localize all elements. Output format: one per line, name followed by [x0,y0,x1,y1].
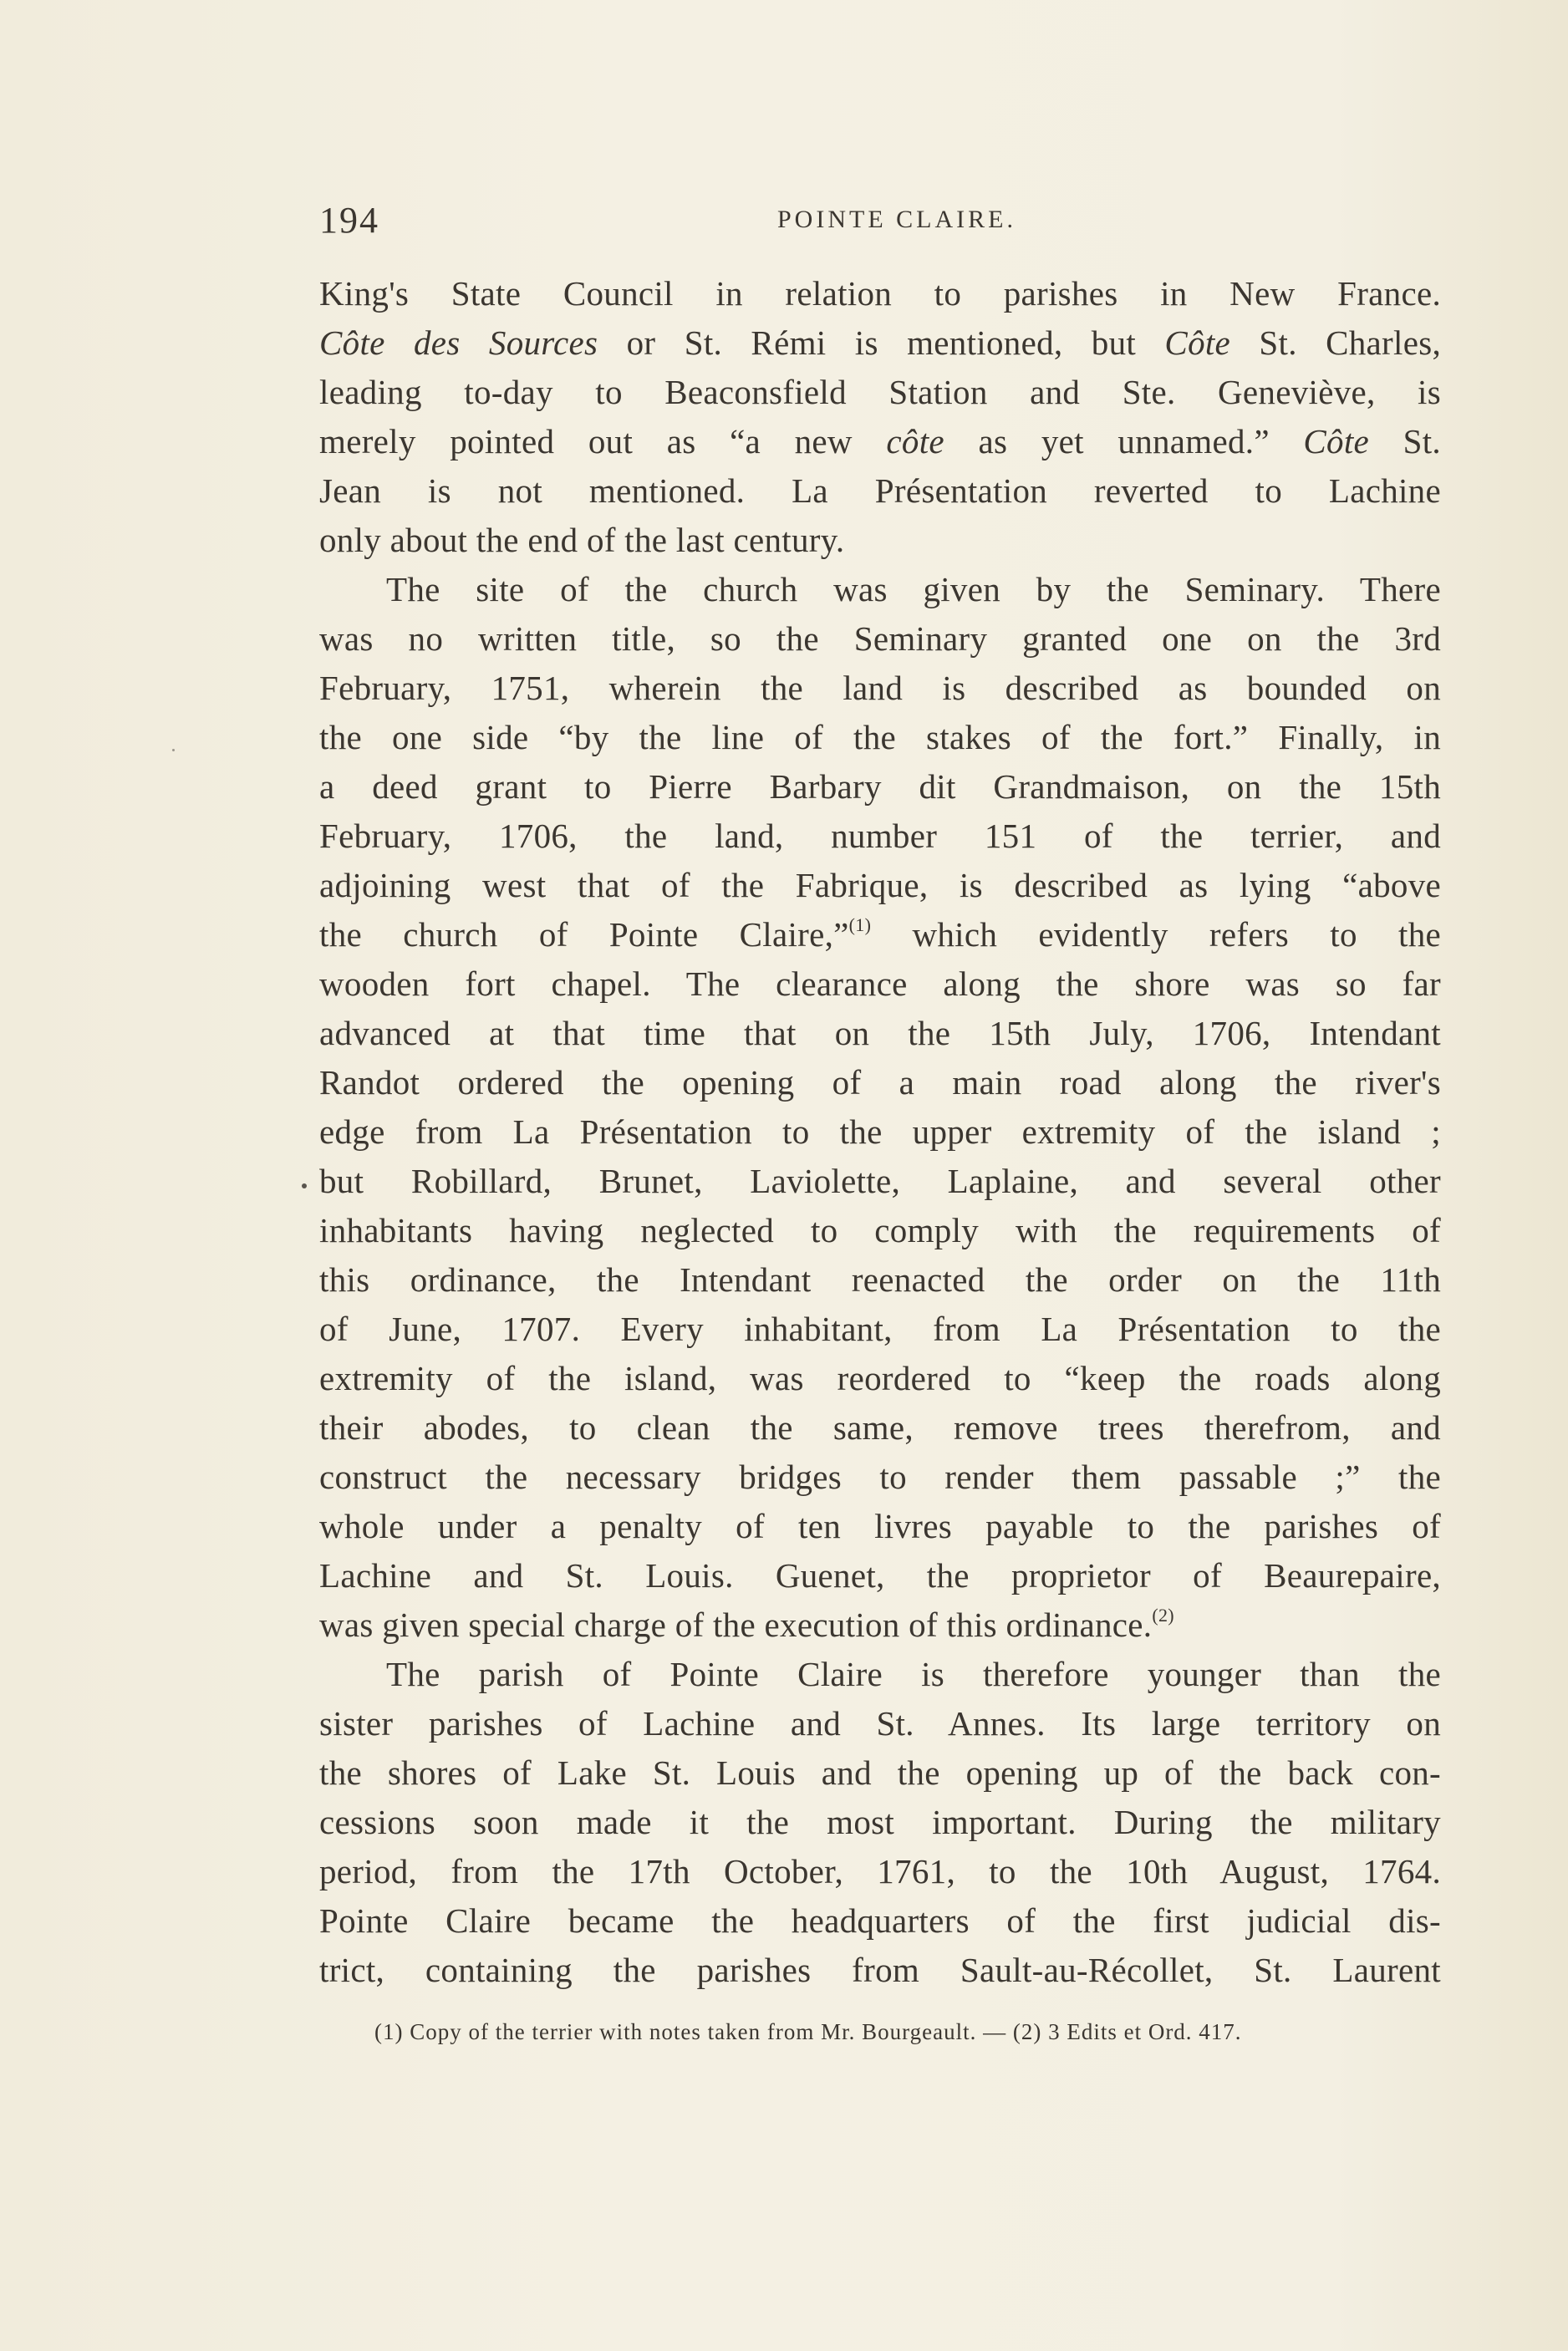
text-line [319,1453,1441,1502]
text-line [319,466,1441,516]
text-segment: inhabitants having neglected to comply with the requirements of [319,1211,1441,1249]
text-segment: the church of Pointe Claire,” [319,915,849,954]
text-line [319,1009,1441,1058]
text-segment: was given special charge of the execution of this ordinance. [319,1605,1153,1644]
text-line [319,959,1441,1009]
text-segment: wooden fort chapel. The clearance along the shore was so far [319,964,1441,1003]
text-segment: which evidently refers to the [871,915,1441,954]
text-line [319,368,1441,417]
text-segment: The parish of Pointe Claire is therefore younger than the [386,1655,1441,1693]
text-line [319,1157,1441,1206]
text-segment: edge from La Présentation to the upper extremity of the island ; [319,1112,1441,1151]
running-head [319,199,1441,249]
text-line [319,417,1441,466]
body-text [319,269,1441,1995]
text-line [319,1305,1441,1354]
text-segment: leading to-day to Beaconsfield Station and Ste. Geneviève, is [319,373,1441,411]
text-segment: was no written title, so the Seminary granted one on the 3rd [319,619,1441,658]
text-line [319,1600,1441,1650]
text-segment: trict, containing the parishes from Sault-au-Récollet, St. Laurent [319,1951,1441,1989]
text-line [319,318,1441,368]
footnote-ref: (2) [1152,1605,1174,1626]
text-segment: of June, 1707. Every inhabitant, from La Présentation to the [319,1310,1441,1348]
text-line [319,812,1441,861]
text-segment: whole under a penalty of ten livres payable to the parishes of [319,1507,1441,1545]
text-segment: advanced at that time that on the 15th July, 1706, Intendant [319,1014,1441,1052]
text-line [319,1946,1441,1995]
text-segment: their abodes, to clean the same, remove trees therefrom, and [319,1408,1441,1447]
text-line [319,614,1441,664]
text-line [319,1551,1441,1600]
text-segment: the one side “by the line of the stakes of the fort.” Finally, in [319,718,1441,756]
text-segment: cessions soon made it the most important. During the military [319,1803,1441,1841]
text-line [319,1650,1441,1699]
text-line [319,1748,1441,1798]
text-line [319,1354,1441,1403]
text-line [319,762,1441,812]
italic-text: Côte des Sources [319,323,598,362]
text-segment: Pointe Claire became the headquarters of the first judicial dis- [319,1901,1441,1940]
text-segment: extremity of the island, was reordered to “keep the roads along [319,1359,1441,1397]
text-line [319,1847,1441,1896]
running-title: POINTE CLAIRE. [777,206,1016,233]
text-segment: merely pointed out as “a new [319,422,887,461]
text-line [319,269,1441,318]
footnote-ref: (1) [848,914,872,935]
text-segment: sister parishes of Lachine and St. Annes. Its large territory on [319,1704,1441,1743]
text-segment: construct the necessary bridges to render them passable ;” the [319,1458,1441,1496]
text-segment: the shores of Lake St. Louis and the opening up of the back con- [319,1753,1441,1792]
text-segment: Jean is not mentioned. La Présentation reverted to Lachine [319,471,1441,510]
text-segment: this ordinance, the Intendant reenacted the order on the 11th [319,1260,1441,1299]
text-line [319,1206,1441,1255]
text-segment: but Robillard, Brunet, Laviolette, Laplaine, and several other [319,1162,1441,1200]
italic-text: Côte [1164,323,1231,362]
text-segment: or St. Rémi is mentioned, but [598,323,1165,362]
text-line [319,1058,1441,1107]
text-segment: as yet unnamed.” [944,422,1304,461]
text-segment: February, 1706, the land, number 151 of the terrier, and [319,817,1441,855]
italic-text: Côte [1303,422,1370,461]
italic-text: côte [886,422,944,461]
text-line [319,1699,1441,1748]
text-segment: St. [1369,422,1441,461]
text-line [319,713,1441,762]
margin-mark [172,749,175,751]
text-line [319,565,1441,614]
text-segment: period, from the 17th October, 1761, to the 10th August, 1764. [319,1852,1441,1890]
text-line [319,861,1441,910]
text-segment: February, 1751, wherein the land is described as bounded on [319,669,1441,707]
text-segment: only about the end of the last century. [319,521,845,559]
text-line [319,1107,1441,1157]
text-line [319,516,1441,565]
margin-mark [302,1183,307,1188]
text-segment: The site of the church was given by the Seminary. There [386,570,1441,608]
text-segment: adjoining west that of the Fabrique, is described as lying “above [319,866,1441,904]
text-line [319,1403,1441,1453]
text-segment: Randot ordered the opening of a main road along the river's [319,1063,1441,1102]
text-line [319,1255,1441,1305]
text-segment: a deed grant to Pierre Barbary dit Grandmaison, on the 15th [319,767,1441,806]
text-line [319,1798,1441,1847]
text-line [319,1896,1441,1946]
text-line [319,910,1441,959]
text-segment: St. Charles, [1230,323,1441,362]
text-segment: King's State Council in relation to parishes in New France. [319,274,1441,313]
footnotes: (1) Copy of the terrier with notes taken from Mr. Bourgeault. — (2) 3 Edits et Ord. 417. [374,2019,1242,2044]
text-line [319,1502,1441,1551]
text-line [319,664,1441,713]
page-number: 194 [319,200,379,241]
text-segment: Lachine and St. Louis. Guenet, the proprietor of Beaurepaire, [319,1556,1441,1595]
